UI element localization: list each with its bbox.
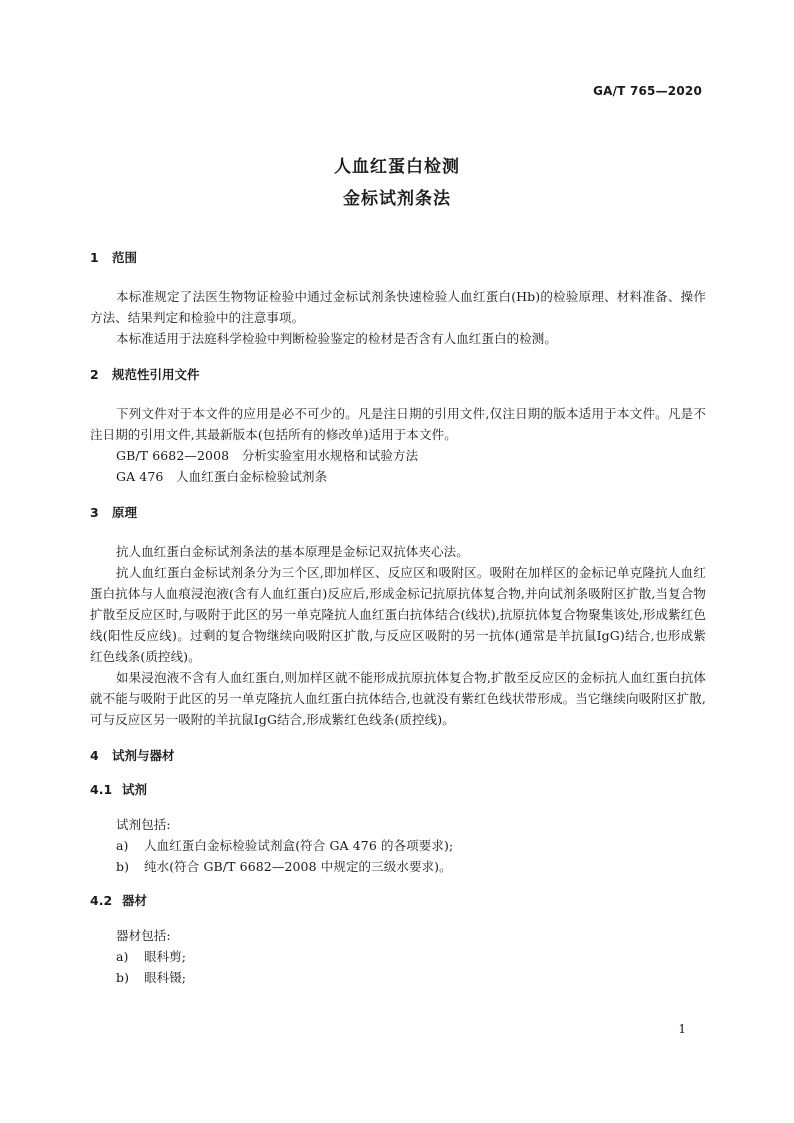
section-2-heading: [90, 365, 706, 385]
subsection-title: 试剂: [122, 782, 148, 797]
list-item: [90, 946, 706, 967]
section-1-heading: [90, 248, 706, 268]
section-title: 原理: [112, 505, 138, 520]
page-number: 1: [678, 1022, 686, 1036]
paragraph: 如果浸泡液不含有人血红蛋白,则加样区就不能形成抗原抗体复合物,扩散至反应区的金标抗人血红蛋白抗体就不能与吸附于此区的另一单克隆抗人血红蛋白抗体结合,也就没有紫红色线状带形成。当它继续向吸附区扩散,可与反应区另一吸附的羊抗鼠IgG结合,形成紫红色线条(质控线)。: [90, 670, 706, 727]
subsection-number: 4.1: [90, 782, 113, 797]
section-title: 规范性引用文件: [112, 367, 200, 382]
list-item-label: a): [116, 949, 129, 964]
list-item-label: b): [116, 970, 130, 985]
subsection-number: 4.2: [90, 893, 113, 908]
subsection-4-1-heading: [90, 780, 706, 800]
section-title: 范围: [112, 250, 138, 265]
paragraph: 本标准规定了法医生物物证检验中通过金标试剂条快速检验人血红蛋白(Hb)的检验原理、材料准备、操作方法、结果判定和检验中的注意事项。: [90, 289, 706, 325]
normative-reference: GB/T 6682—2008 分析实验室用水规格和试验方法: [116, 448, 419, 463]
paragraph: 试剂包括:: [116, 817, 171, 832]
paragraph: 下列文件对于本文件的应用是必不可少的。凡是注日期的引用文件,仅注日期的版本适用于本文件。凡是不注日期的引用文件,其最新版本(包括所有的修改单)适用于本文件。: [90, 406, 706, 442]
section-number: 4: [90, 748, 99, 763]
standard-code: GA/T 765—2020: [593, 84, 702, 98]
list-item: [90, 835, 706, 856]
document-title-line1: 人血红蛋白检测: [334, 157, 460, 177]
subsection-4-2-heading: [90, 891, 706, 911]
list-item-text: 眼科镊;: [144, 970, 187, 985]
subsection-title: 器材: [122, 893, 148, 908]
paragraph: 本标准适用于法庭科学检验中判断检验鉴定的检材是否含有人血红蛋白的检测。: [116, 331, 558, 346]
paragraph: 抗人血红蛋白金标试剂条分为三个区,即加样区、反应区和吸附区。吸附在加样区的金标记单克隆抗人血红蛋白抗体与人血痕浸泡液(含有人血红蛋白)反应后,形成金标记抗原抗体复合物,并向试剂条吸附区扩散,当复合物扩散至反应区时,与吸附于此区的另一单克隆抗人血红蛋白抗体结合(线状),抗原抗体复合物聚集该处,形成紫红色线(阳性反应线)。过剩的复合物继续向吸附区扩散,与反应区吸附的另一抗体(通常是羊抗鼠IgG)结合,也形成紫红色线条(质控线)。: [90, 565, 706, 664]
list-item: [90, 856, 706, 877]
list-item-label: b): [116, 859, 130, 874]
normative-reference: GA 476 人血红蛋白金标检验试剂条: [116, 469, 328, 484]
section-number: 3: [90, 505, 99, 520]
document-title-line2: 金标试剂条法: [343, 189, 451, 209]
section-title: 试剂与器材: [112, 748, 175, 763]
list-item-text: 人血红蛋白金标检验试剂盒(符合 GA 476 的各项要求);: [144, 838, 454, 853]
section-number: 2: [90, 367, 99, 382]
document-body: [90, 248, 706, 988]
paragraph: 器材包括:: [116, 928, 171, 943]
paragraph: 抗人血红蛋白金标试剂条法的基本原理是金标记双抗体夹心法。: [116, 544, 469, 559]
section-3-heading: [90, 503, 706, 523]
list-item-label: a): [116, 838, 129, 853]
section-number: 1: [90, 250, 99, 265]
list-item-text: 纯水(符合 GB/T 6682—2008 中规定的三级水要求)。: [144, 859, 452, 874]
section-4-heading: [90, 746, 706, 766]
list-item-text: 眼科剪;: [144, 949, 187, 964]
list-item: [90, 967, 706, 988]
